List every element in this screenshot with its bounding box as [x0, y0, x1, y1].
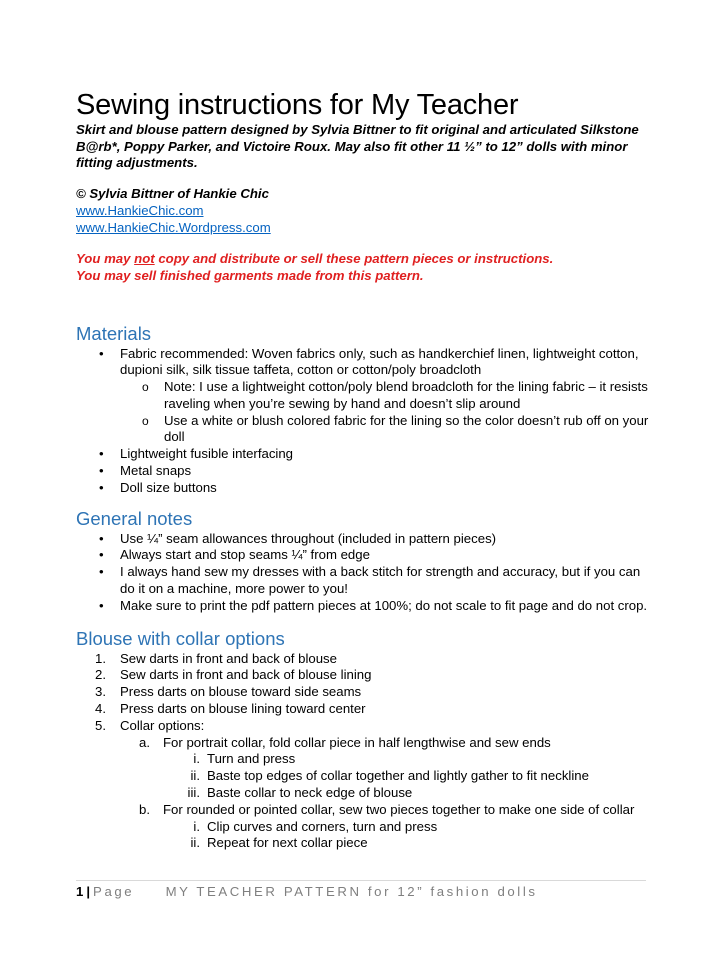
- option-item: [76, 735, 656, 752]
- sub-step-numeral: i.: [193, 818, 200, 834]
- document-title: Sewing instructions for My Teacher: [76, 89, 519, 121]
- website-link[interactable]: www.HankieChic.com: [76, 202, 204, 218]
- sub-step-numeral: iii.: [187, 785, 200, 801]
- warning-text: copy and distribute or sell these pattern pieces or instructions.: [154, 250, 554, 266]
- sub-step-numeral: ii.: [190, 768, 200, 784]
- bullet-icon: •: [99, 564, 104, 580]
- list-item: [76, 346, 656, 380]
- document-subtitle: Skirt and blouse pattern designed by Sylvia Bittner to fit original and articulated Silkstone B@rb*, Poppy Parker, and Victoire Roux. May also fit other 11 ½” to 12” dolls with minor fitting adjustments.: [76, 122, 639, 170]
- sub-step-item: [76, 768, 656, 785]
- bullet-icon: •: [99, 446, 104, 462]
- step-item: [76, 667, 656, 684]
- list-item: [76, 547, 656, 564]
- step-number: 5.: [95, 717, 106, 733]
- sub-step-text: Baste collar to neck edge of blouse: [207, 785, 413, 801]
- sub-step-text: Clip curves and corners, turn and press: [207, 818, 438, 834]
- step-item: [76, 651, 656, 668]
- sub-step-text: Repeat for next collar piece: [207, 835, 368, 851]
- footer-text: MY TEACHER PATTERN for 12” fashion dolls: [165, 884, 538, 899]
- step-text: Collar options:: [120, 717, 205, 733]
- general-notes-heading: General notes: [76, 507, 193, 529]
- bullet-icon: •: [99, 463, 104, 479]
- general-notes-list: [76, 531, 656, 615]
- step-text: Sew darts in front and back of blouse lining: [120, 667, 372, 683]
- sub-step-text: Baste top edges of collar together and lightly gather to fit neckline: [207, 768, 589, 784]
- footer-divider: [76, 880, 646, 881]
- step-text: Press darts on blouse lining toward center: [120, 701, 366, 717]
- page-word: Page: [93, 884, 135, 899]
- warning-text: You may: [76, 250, 135, 266]
- list-item: [76, 598, 656, 615]
- list-item-text: Note: I use a lightweight cotton/poly blend broadcloth for the lining fabric – it resists raveling when you’re sewing by hand and doesn’t slip around: [164, 379, 648, 411]
- list-item-text: Lightweight fusible interfacing: [120, 446, 294, 462]
- author-credit: © Sylvia Bittner of Hankie Chic: [76, 185, 269, 201]
- sub-step-item: [76, 785, 656, 802]
- warning-emphasis: not: [134, 250, 155, 266]
- bullet-icon: •: [99, 547, 104, 563]
- list-item-text: Use a white or blush colored fabric for the lining so the color doesn’t rub off on your doll: [164, 412, 649, 445]
- option-text: For rounded or pointed collar, sew two pieces together to make one side of collar: [163, 801, 635, 817]
- sub-list-item: [76, 413, 656, 447]
- list-item-text: Always start and stop seams ¼” from edge: [120, 547, 370, 563]
- warning-line-1: [76, 250, 656, 267]
- step-item: [76, 684, 656, 701]
- list-item: [76, 564, 656, 598]
- page-footer: [76, 884, 538, 900]
- copyright-warning: [76, 250, 656, 284]
- footer-separator: |: [86, 884, 91, 899]
- step-text: Press darts on blouse toward side seams: [120, 684, 362, 700]
- list-item-text: Metal snaps: [120, 463, 192, 479]
- bullet-icon: •: [99, 345, 104, 361]
- circle-bullet-icon: o: [142, 413, 149, 428]
- blouse-steps-list: [76, 651, 656, 853]
- option-letter: b.: [139, 801, 150, 817]
- document-page: [76, 88, 656, 852]
- list-item: [76, 531, 656, 548]
- materials-heading: Materials: [76, 322, 152, 344]
- list-item-text: Fabric recommended: Woven fabrics only, such as handkerchief linen, lightweight cotton, dupioni silk, silk tissue taffeta, cotton or cotton/poly broadcloth: [120, 345, 639, 378]
- step-number: 3.: [95, 684, 106, 700]
- option-letter: a.: [139, 734, 150, 750]
- blog-link[interactable]: www.HankieChic.Wordpress.com: [76, 219, 271, 235]
- circle-bullet-icon: o: [142, 380, 149, 395]
- list-item: [76, 446, 656, 463]
- step-item: [76, 701, 656, 718]
- step-text: Sew darts in front and back of blouse: [120, 650, 337, 666]
- page-number: 1: [76, 884, 84, 899]
- list-item-text: I always hand sew my dresses with a back stitch for strength and accuracy, but if you can do it on a machine, more power to you!: [120, 564, 641, 597]
- step-number: 2.: [95, 667, 106, 683]
- bullet-icon: •: [99, 479, 104, 495]
- warning-line-2: You may sell finished garments made from this pattern.: [76, 267, 424, 283]
- bullet-icon: •: [99, 597, 104, 613]
- sub-step-item: [76, 835, 656, 852]
- materials-list: [76, 346, 656, 497]
- sub-step-item: [76, 819, 656, 836]
- step-number: 4.: [95, 701, 106, 717]
- list-item: [76, 480, 656, 497]
- step-item: [76, 718, 656, 735]
- blouse-heading: Blouse with collar options: [76, 627, 285, 649]
- sub-list-item: [76, 379, 656, 413]
- list-item-text: Doll size buttons: [120, 479, 217, 495]
- list-item-text: Make sure to print the pdf pattern pieces at 100%; do not scale to fit page and do not crop.: [120, 597, 648, 613]
- bullet-icon: •: [99, 530, 104, 546]
- list-item: [76, 463, 656, 480]
- option-item: [76, 802, 656, 819]
- sub-step-text: Turn and press: [207, 751, 296, 767]
- step-number: 1.: [95, 650, 106, 666]
- sub-step-numeral: ii.: [190, 835, 200, 851]
- sub-step-item: [76, 751, 656, 768]
- list-item-text: Use ¼” seam allowances throughout (included in pattern pieces): [120, 530, 497, 546]
- option-text: For portrait collar, fold collar piece in half lengthwise and sew ends: [163, 734, 551, 750]
- sub-step-numeral: i.: [193, 751, 200, 767]
